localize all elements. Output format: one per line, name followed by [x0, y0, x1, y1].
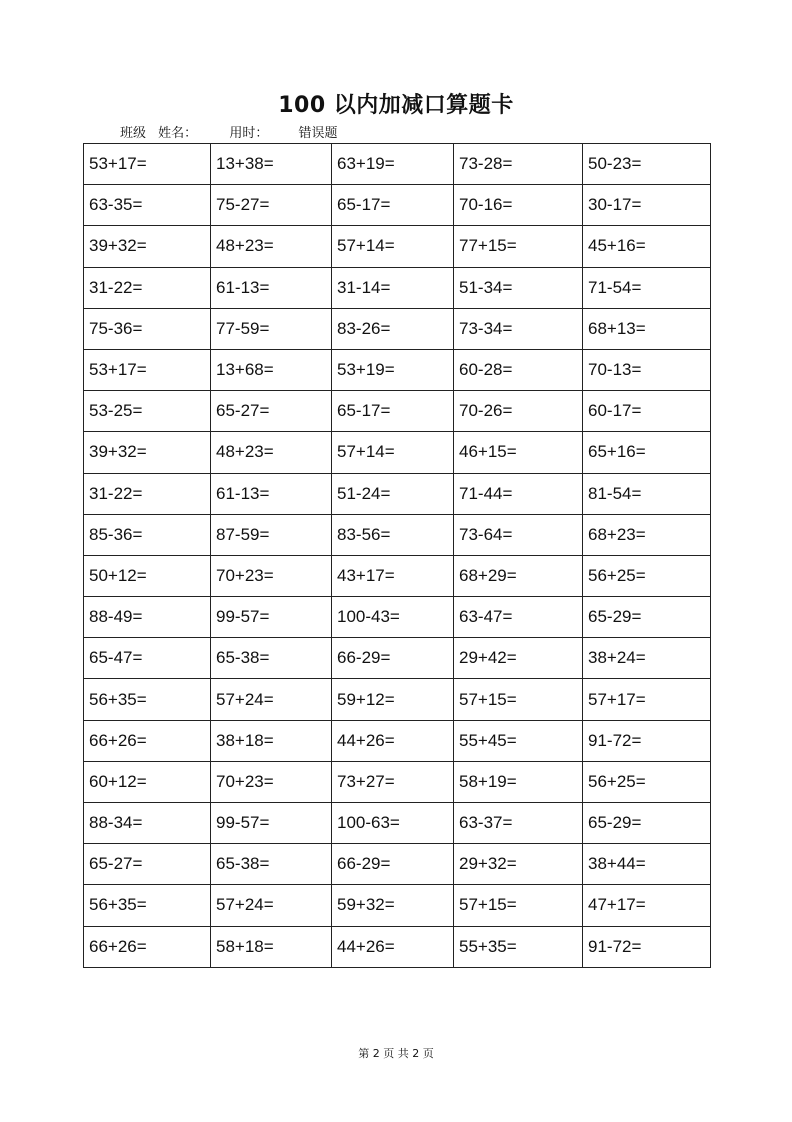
problem-cell: 68+13=: [583, 308, 711, 349]
problem-row: [84, 844, 711, 885]
problem-row: [84, 144, 711, 185]
problem-cell: 56+25=: [583, 761, 711, 802]
problem-cell: 65-29=: [583, 803, 711, 844]
problem-cell: 13+38=: [211, 144, 332, 185]
problem-cell: 65-47=: [84, 638, 211, 679]
problem-cell: 70-13=: [583, 349, 711, 390]
problem-cell: 66+26=: [84, 720, 211, 761]
problem-cell: 31-22=: [84, 473, 211, 514]
problem-cell: 65+16=: [583, 432, 711, 473]
page-footer: 第 2 页 共 2 页: [358, 1047, 434, 1060]
problem-cell: 56+35=: [84, 885, 211, 926]
problem-cell: 70+23=: [211, 761, 332, 802]
problem-cell: 44+26=: [332, 926, 454, 967]
time-label: 用时：: [229, 126, 269, 141]
problem-cell: 38+24=: [583, 638, 711, 679]
class-label: 班级: [120, 126, 147, 141]
problem-cell: 66+26=: [84, 926, 211, 967]
problem-row: [84, 308, 711, 349]
problem-cell: 83-26=: [332, 308, 454, 349]
problem-cell: 46+15=: [454, 432, 583, 473]
problem-cell: 58+18=: [211, 926, 332, 967]
problem-cell: 71-54=: [583, 267, 711, 308]
problem-row: [84, 926, 711, 967]
problem-cell: 58+19=: [454, 761, 583, 802]
problem-cell: 65-27=: [211, 391, 332, 432]
problem-cell: 77+15=: [454, 226, 583, 267]
problem-row: [84, 803, 711, 844]
student-info-line: [120, 122, 337, 141]
problem-cell: 70+23=: [211, 555, 332, 596]
problem-row: [84, 679, 711, 720]
problem-cell: 91-72=: [583, 720, 711, 761]
errors-label: 错误题: [298, 126, 338, 141]
problem-cell: 65-38=: [211, 844, 332, 885]
problem-cell: 63-37=: [454, 803, 583, 844]
problem-cell: 87-59=: [211, 514, 332, 555]
problem-cell: 99-57=: [211, 597, 332, 638]
problem-cell: 53-25=: [84, 391, 211, 432]
problem-cell: 44+26=: [332, 720, 454, 761]
problem-cell: 56+35=: [84, 679, 211, 720]
problem-cell: 50+12=: [84, 555, 211, 596]
problem-cell: 57+14=: [332, 226, 454, 267]
problem-cell: 77-59=: [211, 308, 332, 349]
problem-cell: 57+24=: [211, 885, 332, 926]
problem-cell: 48+23=: [211, 432, 332, 473]
problem-row: [84, 638, 711, 679]
problem-cell: 68+29=: [454, 555, 583, 596]
problem-cell: 53+17=: [84, 144, 211, 185]
problem-cell: 56+25=: [583, 555, 711, 596]
problem-cell: 73+27=: [332, 761, 454, 802]
problem-cell: 63-35=: [84, 185, 211, 226]
problem-cell: 38+18=: [211, 720, 332, 761]
problem-cell: 91-72=: [583, 926, 711, 967]
problem-cell: 29+42=: [454, 638, 583, 679]
problem-cell: 60-17=: [583, 391, 711, 432]
problem-cell: 63-47=: [454, 597, 583, 638]
problem-cell: 60+12=: [84, 761, 211, 802]
problem-cell: 100-63=: [332, 803, 454, 844]
problem-cell: 66-29=: [332, 844, 454, 885]
problem-cell: 66-29=: [332, 638, 454, 679]
problem-cell: 57+24=: [211, 679, 332, 720]
problem-row: [84, 267, 711, 308]
problem-row: [84, 514, 711, 555]
problem-cell: 73-64=: [454, 514, 583, 555]
problem-cell: 73-28=: [454, 144, 583, 185]
problem-cell: 65-29=: [583, 597, 711, 638]
problem-row: [84, 432, 711, 473]
problem-cell: 47+17=: [583, 885, 711, 926]
problem-cell: 99-57=: [211, 803, 332, 844]
problem-row: [84, 391, 711, 432]
problem-cell: 13+68=: [211, 349, 332, 390]
problem-cell: 39+32=: [84, 432, 211, 473]
problem-cell: 55+35=: [454, 926, 583, 967]
problem-cell: 65-27=: [84, 844, 211, 885]
problem-cell: 100-43=: [332, 597, 454, 638]
problem-grid-body: [84, 144, 711, 968]
problem-row: [84, 597, 711, 638]
problem-cell: 60-28=: [454, 349, 583, 390]
problem-row: [84, 720, 711, 761]
problem-cell: 31-22=: [84, 267, 211, 308]
problem-cell: 43+17=: [332, 555, 454, 596]
problem-row: [84, 473, 711, 514]
problem-cell: 73-34=: [454, 308, 583, 349]
problem-cell: 51-24=: [332, 473, 454, 514]
problem-cell: 63+19=: [332, 144, 454, 185]
problem-cell: 70-26=: [454, 391, 583, 432]
problem-cell: 59+12=: [332, 679, 454, 720]
problem-cell: 51-34=: [454, 267, 583, 308]
problem-grid: [83, 143, 711, 968]
problem-cell: 83-56=: [332, 514, 454, 555]
problem-cell: 61-13=: [211, 473, 332, 514]
problem-cell: 81-54=: [583, 473, 711, 514]
problem-cell: 59+32=: [332, 885, 454, 926]
problem-row: [84, 185, 711, 226]
problem-cell: 31-14=: [332, 267, 454, 308]
problem-row: [84, 349, 711, 390]
problem-cell: 75-36=: [84, 308, 211, 349]
problem-cell: 57+14=: [332, 432, 454, 473]
problem-cell: 53+19=: [332, 349, 454, 390]
problem-cell: 68+23=: [583, 514, 711, 555]
name-label: 姓名：: [158, 126, 198, 141]
problem-cell: 57+17=: [583, 679, 711, 720]
problem-row: [84, 761, 711, 802]
problem-cell: 65-38=: [211, 638, 332, 679]
problem-cell: 85-36=: [84, 514, 211, 555]
problem-cell: 45+16=: [583, 226, 711, 267]
problem-cell: 65-17=: [332, 391, 454, 432]
problem-cell: 88-34=: [84, 803, 211, 844]
problem-cell: 88-49=: [84, 597, 211, 638]
problem-cell: 57+15=: [454, 885, 583, 926]
problem-cell: 48+23=: [211, 226, 332, 267]
problem-cell: 30-17=: [583, 185, 711, 226]
problem-row: [84, 555, 711, 596]
problem-cell: 38+44=: [583, 844, 711, 885]
problem-cell: 71-44=: [454, 473, 583, 514]
problem-cell: 53+17=: [84, 349, 211, 390]
problem-cell: 39+32=: [84, 226, 211, 267]
problem-cell: 61-13=: [211, 267, 332, 308]
problem-cell: 55+45=: [454, 720, 583, 761]
problem-cell: 50-23=: [583, 144, 711, 185]
page-title: 100 以内加减口算题卡: [278, 93, 514, 118]
problem-row: [84, 885, 711, 926]
problem-cell: 29+32=: [454, 844, 583, 885]
problem-cell: 70-16=: [454, 185, 583, 226]
problem-cell: 75-27=: [211, 185, 332, 226]
problem-row: [84, 226, 711, 267]
problem-cell: 65-17=: [332, 185, 454, 226]
problem-cell: 57+15=: [454, 679, 583, 720]
